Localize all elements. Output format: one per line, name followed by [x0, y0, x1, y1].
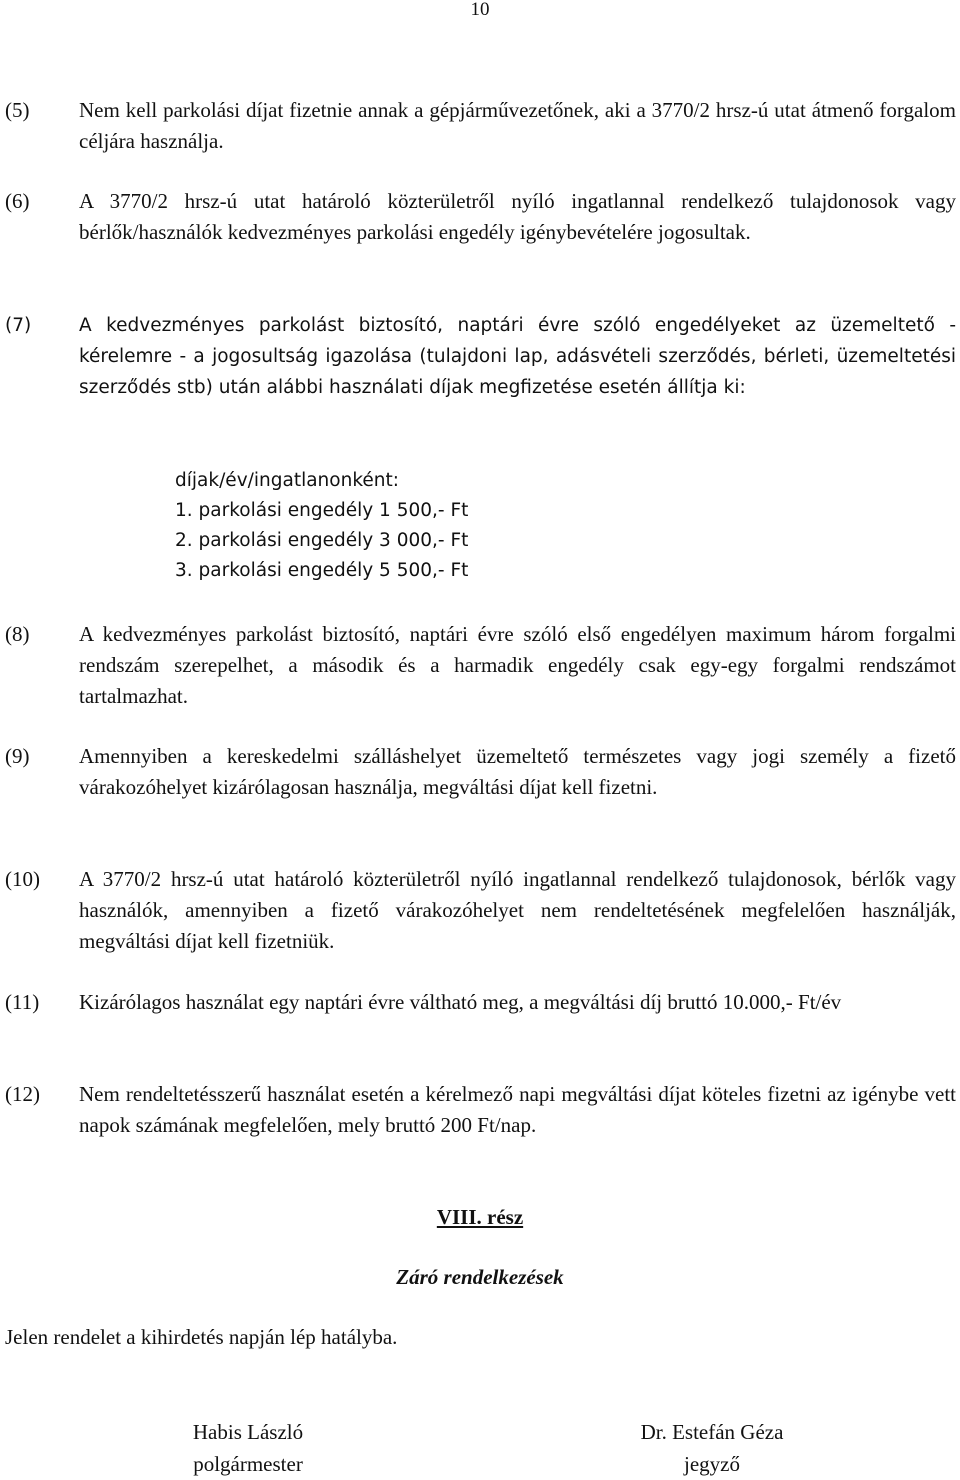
closing-statement: Jelen rendelet a kihirdetés napján lép hatályba.: [5, 1325, 398, 1349]
section-title: VIII. rész: [436, 1205, 524, 1229]
fee-item: 1. parkolási engedély 1 500,- Ft: [175, 500, 469, 521]
signature-role: jegyző: [684, 1452, 740, 1476]
paragraph-7: [5, 310, 956, 403]
paragraph-text: A 3770/2 hrsz-ú utat határoló közterületről nyíló ingatlannal rendelkező tulajdonosok vagy bérlők/használók kedvezményes parkolási engedély igénybevételére jogosultak.: [79, 189, 956, 244]
paragraph-number: (5): [5, 98, 30, 122]
signature-notary: [612, 1416, 812, 1480]
paragraph-text: Nem kell parkolási díjat fizetnie annak a gépjárművezetőnek, aki a 3770/2 hrsz-ú utat átmenő forgalom céljára használja.: [79, 98, 956, 153]
paragraph-text: A 3770/2 hrsz-ú utat határoló közterületről nyíló ingatlannal rendelkező tulajdonosok, bérlők vagy használók, amennyiben a fizető várakozóhelyet nem rendeltetésének megfelelően használják, megváltási díjat kell fizetniük.: [79, 867, 956, 953]
paragraph-5: [5, 95, 956, 157]
paragraph-text: Nem rendeltetésszerű használat esetén a kérelmező napi megváltási díjat köteles fizetni az igénybe vett napok számának megfelelően, mely bruttó 200 Ft/nap.: [79, 1082, 956, 1137]
paragraph-9: [5, 741, 956, 803]
paragraph-11: [5, 987, 956, 1018]
paragraph-10: [5, 864, 956, 957]
paragraph-number: (9): [5, 744, 30, 768]
paragraph-text: Amennyiben a kereskedelmi szálláshelyet üzemeltető természetes vagy jogi személy a fizető várakozóhelyet kizárólagosan használja, megváltási díjat kell fizetni.: [79, 744, 956, 799]
signature-name: Habis László: [192, 1420, 304, 1444]
paragraph-text: Kizárólagos használat egy naptári évre váltható meg, a megváltási díj bruttó 10.000,- Ft/év: [79, 990, 842, 1014]
paragraph-number: (12): [5, 1082, 40, 1106]
fee-list: [175, 466, 468, 586]
paragraph-number: (8): [5, 622, 30, 646]
paragraph-6: [5, 186, 956, 248]
paragraph-8: [5, 619, 956, 712]
fee-item: 3. parkolási engedély 5 500,- Ft: [175, 560, 469, 581]
signature-name: Dr. Estefán Géza: [640, 1420, 784, 1444]
fee-list-heading: díjak/év/ingatlanonként:: [175, 470, 399, 491]
paragraph-number: (7): [5, 315, 32, 336]
paragraph-text: A kedvezményes parkolást biztosító, naptári évre szóló első engedélyen maximum három forgalmi rendszám szerepelhet, a második és a harmadik engedély csak egy-egy forgalmi rendszámot tartalmazhat.: [79, 622, 956, 708]
paragraph-12: [5, 1079, 956, 1141]
fee-item: 2. parkolási engedély 3 000,- Ft: [175, 530, 469, 551]
paragraph-number: (6): [5, 189, 30, 213]
page-number: 10: [470, 0, 490, 20]
section-subtitle: Záró rendelkezések: [396, 1265, 564, 1289]
signature-role: polgármester: [193, 1452, 303, 1476]
paragraph-text: A kedvezményes parkolást biztosító, naptári évre szóló engedélyeket az üzemeltető - kérelemre - a jogosultság igazolása (tulajdoni lap, adásvételi szerződés, bérleti, üzemeltetési szerződés stb) után alábbi használati díjak megfizetése esetén állítja ki:: [79, 315, 956, 398]
paragraph-number: (10): [5, 867, 40, 891]
signature-mayor: [148, 1416, 348, 1480]
paragraph-number: (11): [5, 990, 40, 1014]
